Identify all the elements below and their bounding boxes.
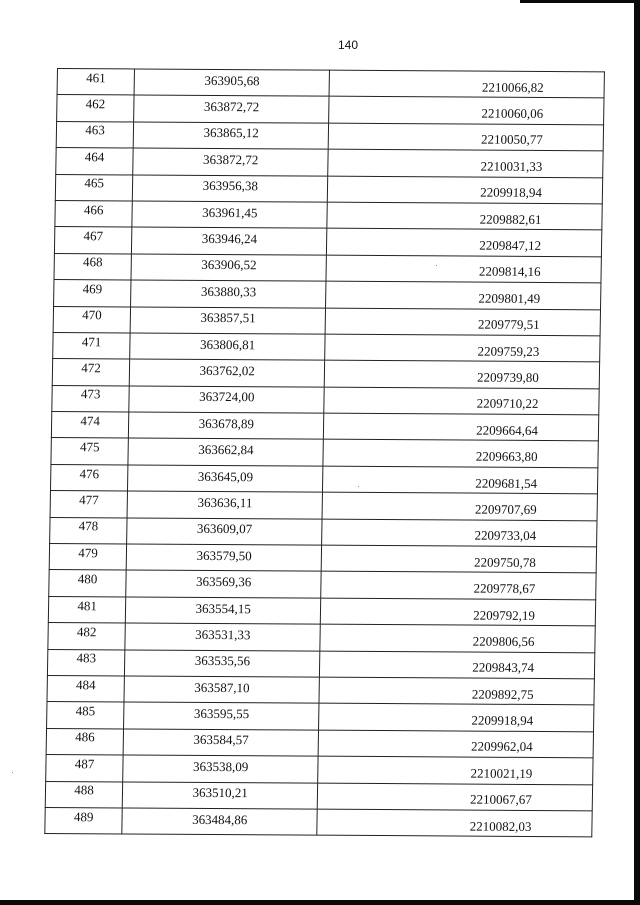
table-row xyxy=(48,596,595,626)
x-coordinate-cell-text: 363636,11 xyxy=(197,494,253,511)
x-coordinate-cell-text: 363906,52 xyxy=(201,257,257,273)
y-coordinate-cell-text: 2209806,56 xyxy=(472,633,535,649)
table-row xyxy=(46,728,593,758)
x-coordinate-cell-text: 363531,33 xyxy=(195,626,251,643)
table-row xyxy=(48,623,595,653)
point-number-cell-text: 462 xyxy=(85,96,106,112)
point-number-cell-text: 483 xyxy=(76,650,97,666)
x-coordinate-cell-text: 363857,51 xyxy=(200,310,256,326)
point-number-cell-text: 486 xyxy=(75,729,95,745)
y-coordinate-cell xyxy=(327,202,602,230)
y-coordinate-cell xyxy=(322,492,597,520)
table-row xyxy=(55,200,602,230)
table-row xyxy=(52,359,599,389)
point-number-cell xyxy=(55,174,133,201)
point-number-cell xyxy=(46,755,124,782)
point-number-cell-text: 473 xyxy=(80,386,101,402)
x-coordinate-cell xyxy=(129,412,324,440)
point-number-cell xyxy=(49,570,127,597)
y-coordinate-cell xyxy=(320,651,595,679)
point-number-cell xyxy=(47,702,125,729)
page-number: 140 xyxy=(337,38,359,52)
x-coordinate-cell xyxy=(126,570,321,598)
x-coordinate-cell xyxy=(122,808,317,836)
y-coordinate-cell xyxy=(326,255,601,283)
point-number-cell-text: 472 xyxy=(81,360,101,376)
point-number-cell xyxy=(50,491,128,518)
y-coordinate-cell xyxy=(319,704,594,732)
y-coordinate-cell xyxy=(328,123,603,151)
table-row xyxy=(50,464,597,494)
point-number-cell-text: 480 xyxy=(77,571,98,587)
y-coordinate-cell xyxy=(318,756,593,784)
y-coordinate-cell xyxy=(323,466,598,494)
y-coordinate-cell-text: 2209847,12 xyxy=(479,237,542,254)
y-coordinate-cell xyxy=(321,598,596,626)
y-coordinate-cell-text: 2209664,64 xyxy=(476,422,539,438)
point-number-cell xyxy=(54,280,132,307)
x-coordinate-cell-text: 363587,10 xyxy=(194,679,250,695)
coordinate-table xyxy=(44,68,605,838)
y-coordinate-cell xyxy=(320,624,595,652)
point-number-cell xyxy=(45,781,123,808)
table-row xyxy=(50,517,597,547)
x-coordinate-cell xyxy=(126,544,321,572)
point-number-cell-text: 461 xyxy=(86,69,106,85)
scan-speck xyxy=(436,265,437,266)
point-number-cell xyxy=(52,359,130,386)
point-number-cell-text: 464 xyxy=(84,149,105,165)
x-coordinate-cell-text: 363538,09 xyxy=(192,758,249,775)
x-coordinate-cell xyxy=(122,782,317,810)
point-number-cell-text: 488 xyxy=(74,782,94,798)
x-coordinate-cell xyxy=(133,148,328,176)
x-coordinate-cell xyxy=(128,438,323,466)
x-coordinate-cell-text: 363510,21 xyxy=(192,785,248,801)
y-coordinate-cell-text: 2209892,75 xyxy=(471,686,534,702)
y-coordinate-cell xyxy=(324,387,599,415)
y-coordinate-cell xyxy=(326,281,601,309)
y-coordinate-cell xyxy=(323,440,598,468)
scan-edge-top xyxy=(520,0,640,3)
x-coordinate-cell-text: 363956,38 xyxy=(202,178,259,194)
point-number-cell xyxy=(48,596,126,623)
y-coordinate-cell-text: 2209882,61 xyxy=(479,211,542,227)
point-number-cell-text: 466 xyxy=(83,201,104,217)
point-number-cell xyxy=(49,544,127,571)
point-number-cell xyxy=(51,438,129,465)
point-number-cell xyxy=(53,332,131,359)
x-coordinate-cell-text: 363865,12 xyxy=(203,125,259,141)
table-row xyxy=(47,649,594,679)
x-coordinate-cell xyxy=(129,386,324,414)
table-row xyxy=(51,412,598,442)
point-number-cell-text: 485 xyxy=(75,703,96,719)
point-number-cell xyxy=(51,412,129,439)
x-coordinate-cell xyxy=(132,227,327,255)
y-coordinate-cell-text: 2209918,94 xyxy=(471,712,534,729)
table-row xyxy=(50,491,597,521)
point-number-cell xyxy=(47,675,125,702)
table-row xyxy=(56,148,603,178)
y-coordinate-cell-text: 2209707,69 xyxy=(474,501,537,517)
y-coordinate-cell-text: 2209663,80 xyxy=(475,448,538,465)
point-number-cell xyxy=(54,253,132,280)
x-coordinate-cell xyxy=(128,465,323,493)
y-coordinate-cell-text: 2209681,54 xyxy=(475,475,538,491)
x-coordinate-cell-text: 363662,84 xyxy=(198,442,254,458)
table-row xyxy=(54,227,601,257)
point-number-cell-text: 481 xyxy=(77,597,98,613)
table-row xyxy=(53,306,600,336)
point-number-cell-text: 474 xyxy=(80,412,101,429)
x-coordinate-cell-text: 363579,50 xyxy=(196,547,252,563)
y-coordinate-cell xyxy=(319,677,594,705)
table-row xyxy=(47,675,594,705)
point-number-cell-text: 479 xyxy=(78,544,98,561)
x-coordinate-cell xyxy=(130,333,325,361)
point-number-cell-text: 463 xyxy=(85,122,105,138)
x-coordinate-cell-text: 363724,00 xyxy=(199,389,255,405)
x-coordinate-cell-text: 363678,89 xyxy=(198,415,255,431)
y-coordinate-cell-text: 2209750,78 xyxy=(473,554,536,570)
point-number-cell-text: 467 xyxy=(83,228,104,244)
point-number-cell xyxy=(56,121,134,148)
point-number-cell xyxy=(47,649,125,676)
point-number-cell xyxy=(55,200,133,227)
point-number-cell-text: 470 xyxy=(82,307,102,323)
x-coordinate-cell xyxy=(133,122,328,150)
y-coordinate-cell xyxy=(318,730,593,758)
y-coordinate-cell xyxy=(317,809,592,837)
x-coordinate-cell xyxy=(130,306,325,334)
x-coordinate-cell-text: 363872,72 xyxy=(203,98,260,115)
point-number-cell-text: 487 xyxy=(74,756,95,772)
point-number-cell xyxy=(54,227,132,254)
y-coordinate-cell xyxy=(324,360,599,388)
x-coordinate-cell-text: 363762,02 xyxy=(199,362,255,379)
table-row xyxy=(54,280,601,310)
x-coordinate-cell-text: 363609,07 xyxy=(196,521,253,537)
point-number-cell xyxy=(46,728,124,755)
y-coordinate-cell xyxy=(328,149,603,177)
table-row xyxy=(55,174,602,204)
y-coordinate-cell-text: 2209759,23 xyxy=(477,343,540,359)
x-coordinate-cell-text: 363872,72 xyxy=(202,151,259,168)
x-coordinate-cell-text: 363584,57 xyxy=(193,732,249,748)
x-coordinate-cell xyxy=(123,729,318,757)
table-row xyxy=(53,332,600,362)
y-coordinate-cell-text: 2209710,22 xyxy=(476,395,539,412)
point-number-cell-text: 477 xyxy=(79,492,99,508)
y-coordinate-cell xyxy=(325,334,600,362)
x-coordinate-cell-text: 363905,68 xyxy=(204,72,260,88)
y-coordinate-cell-text: 2210082,03 xyxy=(469,818,532,834)
table-row xyxy=(57,95,604,125)
y-coordinate-cell xyxy=(328,176,603,204)
table-row xyxy=(49,544,596,574)
x-coordinate-cell-text: 363880,33 xyxy=(200,283,257,300)
y-coordinate-cell-text: 2209814,16 xyxy=(478,264,541,280)
x-coordinate-cell xyxy=(131,254,326,282)
x-coordinate-cell xyxy=(125,650,320,678)
table-row xyxy=(45,781,592,811)
point-number-cell-text: 482 xyxy=(76,624,97,640)
point-number-cell-text: 484 xyxy=(76,676,96,692)
y-coordinate-cell-text: 2210060,06 xyxy=(481,105,544,122)
point-number-cell xyxy=(48,623,126,650)
y-coordinate-cell xyxy=(322,519,597,547)
x-coordinate-cell xyxy=(131,280,326,308)
table-row xyxy=(52,385,599,415)
y-coordinate-cell xyxy=(327,229,602,257)
point-number-cell xyxy=(50,464,128,491)
x-coordinate-cell-text: 363569,36 xyxy=(195,574,252,590)
table-row xyxy=(47,702,594,732)
y-coordinate-cell-text: 2210050,77 xyxy=(480,132,543,148)
point-number-cell xyxy=(52,385,130,412)
y-coordinate-cell-text: 2210067,67 xyxy=(470,791,533,808)
x-coordinate-cell xyxy=(124,676,319,704)
point-number-cell-text: 476 xyxy=(79,465,100,481)
point-number-cell-text: 469 xyxy=(82,280,103,297)
point-number-cell xyxy=(50,517,128,544)
y-coordinate-cell-text: 2209962,04 xyxy=(470,739,533,755)
x-coordinate-cell xyxy=(127,518,322,546)
y-coordinate-cell-text: 2209779,51 xyxy=(477,316,540,333)
x-coordinate-cell-text: 363645,09 xyxy=(197,468,254,484)
point-number-cell xyxy=(53,306,131,333)
point-number-cell-text: 475 xyxy=(79,439,100,455)
scan-edge-right xyxy=(634,0,640,905)
x-coordinate-cell xyxy=(134,69,329,97)
x-coordinate-cell xyxy=(125,623,320,651)
x-coordinate-cell xyxy=(129,359,324,387)
table-row xyxy=(57,69,604,99)
x-coordinate-cell-text: 363806,81 xyxy=(199,336,256,352)
table-row xyxy=(45,807,592,837)
x-coordinate-cell xyxy=(123,755,318,783)
y-coordinate-cell xyxy=(329,70,604,98)
y-coordinate-cell-text: 2210021,19 xyxy=(470,765,533,781)
y-coordinate-cell-text: 2209792,19 xyxy=(473,607,536,623)
table-row xyxy=(54,253,601,283)
x-coordinate-cell-text: 363484,86 xyxy=(192,811,248,827)
point-number-cell xyxy=(57,95,135,122)
x-coordinate-cell xyxy=(134,95,329,123)
y-coordinate-cell xyxy=(324,413,599,441)
x-coordinate-cell xyxy=(132,201,327,229)
x-coordinate-cell xyxy=(127,491,322,519)
table-row xyxy=(46,755,593,785)
y-coordinate-cell-text: 2209801,49 xyxy=(478,290,541,306)
scan-speck xyxy=(358,486,359,487)
y-coordinate-cell-text: 2209733,04 xyxy=(474,527,537,544)
point-number-cell-text: 478 xyxy=(78,518,99,534)
y-coordinate-cell xyxy=(329,97,604,125)
x-coordinate-cell xyxy=(124,702,319,730)
table-row xyxy=(56,121,603,151)
point-number-cell-text: 489 xyxy=(73,808,94,824)
y-coordinate-cell-text: 2209843,74 xyxy=(472,659,535,676)
point-number-cell xyxy=(57,69,135,96)
x-coordinate-cell xyxy=(133,175,328,203)
y-coordinate-cell xyxy=(321,545,596,573)
y-coordinate-cell xyxy=(321,572,596,600)
coordinate-table-body xyxy=(45,69,605,838)
y-coordinate-cell-text: 2209918,94 xyxy=(480,184,543,201)
point-number-cell xyxy=(45,807,123,834)
y-coordinate-cell-text: 2209778,67 xyxy=(473,580,536,597)
x-coordinate-cell xyxy=(125,597,320,625)
point-number-cell xyxy=(56,148,134,175)
point-number-cell-text: 468 xyxy=(83,254,103,270)
scan-edge-bottom xyxy=(0,900,640,905)
y-coordinate-cell xyxy=(317,783,592,811)
x-coordinate-cell-text: 363595,55 xyxy=(193,705,250,722)
y-coordinate-cell-text: 2210066,82 xyxy=(481,79,544,95)
x-coordinate-cell-text: 363554,15 xyxy=(195,600,252,616)
x-coordinate-cell-text: 363961,45 xyxy=(202,204,258,220)
y-coordinate-cell-text: 2209739,80 xyxy=(477,369,540,385)
y-coordinate-cell xyxy=(325,308,600,336)
table-row xyxy=(49,570,596,600)
scan-speck xyxy=(12,772,13,773)
y-coordinate-cell-text: 2210031,33 xyxy=(480,158,543,174)
x-coordinate-cell-text: 363946,24 xyxy=(201,230,258,247)
x-coordinate-cell-text: 363535,56 xyxy=(194,653,251,669)
point-number-cell-text: 465 xyxy=(84,175,105,191)
table-row xyxy=(51,438,598,468)
point-number-cell-text: 471 xyxy=(81,333,102,349)
